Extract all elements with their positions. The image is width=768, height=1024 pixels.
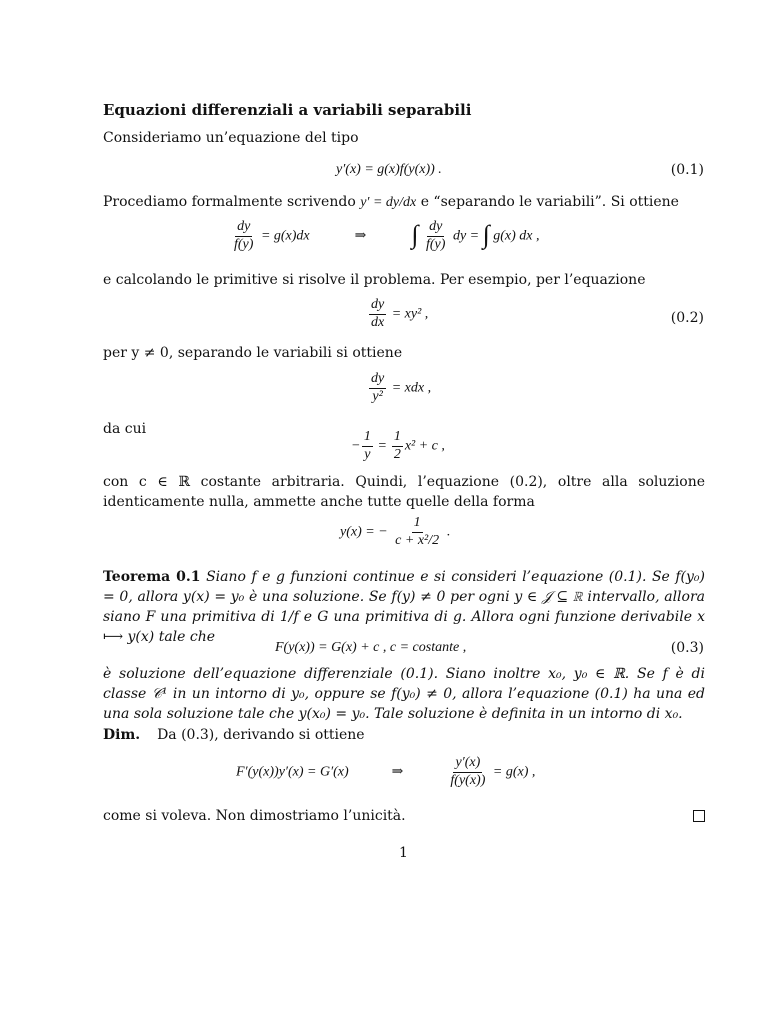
implies-arrow: ⇒ — [391, 764, 404, 780]
equation-0-2 — [367, 298, 428, 330]
integral-sign: ∫ — [482, 219, 490, 249]
integral-sign: ∫ — [411, 219, 419, 249]
fraction-dy-fy-integral: $\frac{dy}{f(y)}$ — [426, 219, 446, 252]
separation-rhs: = g(x)dx — [260, 228, 310, 244]
equals-sign: = — [378, 438, 387, 454]
proof-equation — [236, 756, 535, 788]
theorem-continuation: è soluzione dell’equazione differenziale (0.1). Siano inoltre x₀, y₀ ∈ ℝ. Se f è di classe 𝒞¹ in un intorno di y₀, oppure se f(y₀) ≠ 0, allora l’equazione (0.1) ha una ed una sola soluzione tale che y(x₀) = y₀. Tale soluzione è definita in un intorno di x₀. — [103, 666, 705, 722]
integrated-equation — [352, 430, 445, 462]
fraction-dy-dx: $\frac{dy}{dx}$ — [371, 297, 385, 330]
paragraph-constant: con c ∈ ℝ costante arbitraria. Quindi, l’equazione (0.2), oltre alla soluzione identicamente nulla, ammette anche tutte quelle della forma — [103, 474, 705, 510]
equation-0-2-rhs: = xy² , — [391, 306, 429, 322]
procedure-text-part1: Procediamo formalmente scrivendo — [103, 194, 361, 210]
implies-arrow: ⇒ — [354, 228, 367, 244]
procedure-text-part2: e “separando le variabili”. Si ottiene — [416, 194, 679, 210]
example-text: e calcolando le primitive si risolve il problema. Per esempio, per l’equazione — [103, 272, 646, 288]
fraction-1-2: $\frac{1}{2}$ — [393, 429, 401, 462]
theorem-statement — [103, 567, 705, 647]
intro-text: Consideriamo un’equazione del tipo — [103, 130, 359, 146]
proof-label: Dim. — [103, 727, 141, 743]
fraction-1-y: $\frac{1}{y}$ — [363, 429, 371, 462]
solution-lhs: y(x) = − — [340, 524, 388, 540]
da-cui-text: da cui — [103, 421, 147, 437]
integrated-equation-rhs: x² + c , — [404, 438, 445, 454]
minus-sign: − — [352, 438, 360, 454]
proof-intro — [103, 727, 365, 744]
fraction-dy-fy: $\frac{dy}{f(y)}$ — [234, 219, 254, 252]
theorem-text: Siano f e g funzioni continue e si consideri l’equazione (0.1). Se f(y₀) = 0, allora y(x) = y₀ è una soluzione. Se f(y) ≠ 0 per ogni y ∈ 𝒥 ⊆ ℝ intervallo, allora siano F una primitiva di 1/f e G una primitiva di g. Allora ogni funzione derivabile x ⟼ y(x) tale che — [103, 569, 705, 645]
procedure-math: y′ = dy/dx — [360, 195, 417, 210]
theorem-label: Teorema 0.1 — [103, 569, 201, 585]
page-number: 1 — [399, 845, 408, 861]
equation-number-0-1: (0.1) — [670, 162, 704, 178]
separation-equation — [230, 220, 540, 252]
integral-mid: dy = — [452, 228, 480, 244]
solution-equation — [340, 516, 450, 548]
qed-square-icon — [693, 810, 705, 822]
separated-equation — [367, 372, 431, 404]
section-title: Equazioni differenziali a variabili separabili — [103, 101, 472, 119]
equation-number-0-3: (0.3) — [670, 640, 704, 656]
proof-lhs: F′(y(x))y′(x) = G′(x) — [236, 764, 349, 780]
proof-closing: come si voleva. Non dimostriamo l’unicità. — [103, 808, 406, 824]
case-text: per y ≠ 0, separando le variabili si ottiene — [103, 345, 403, 361]
fraction-proof: $\frac{y'(x)}{f(y(x))}$ — [450, 755, 486, 788]
fraction-solution: $\frac{1}{\text{c + x²/2}}$ — [395, 515, 440, 548]
equation-0-3: F(y(x)) = G(x) + c , c = costante , — [275, 640, 467, 655]
proof-rhs: = g(x) , — [492, 764, 536, 780]
integral-rhs: g(x) dx , — [493, 228, 540, 244]
solution-tail: . — [446, 524, 451, 540]
proof-text: Da (0.3), derivando si ottiene — [157, 727, 365, 743]
equation-number-0-2: (0.2) — [670, 310, 704, 326]
equation-0-1: y′(x) = g(x)f(y(x)) . — [336, 162, 442, 177]
separated-equation-rhs: = xdx , — [391, 380, 432, 396]
procedure-text — [103, 194, 679, 212]
fraction-dy-y2: $\frac{dy}{\text{y²}}$ — [371, 371, 385, 404]
